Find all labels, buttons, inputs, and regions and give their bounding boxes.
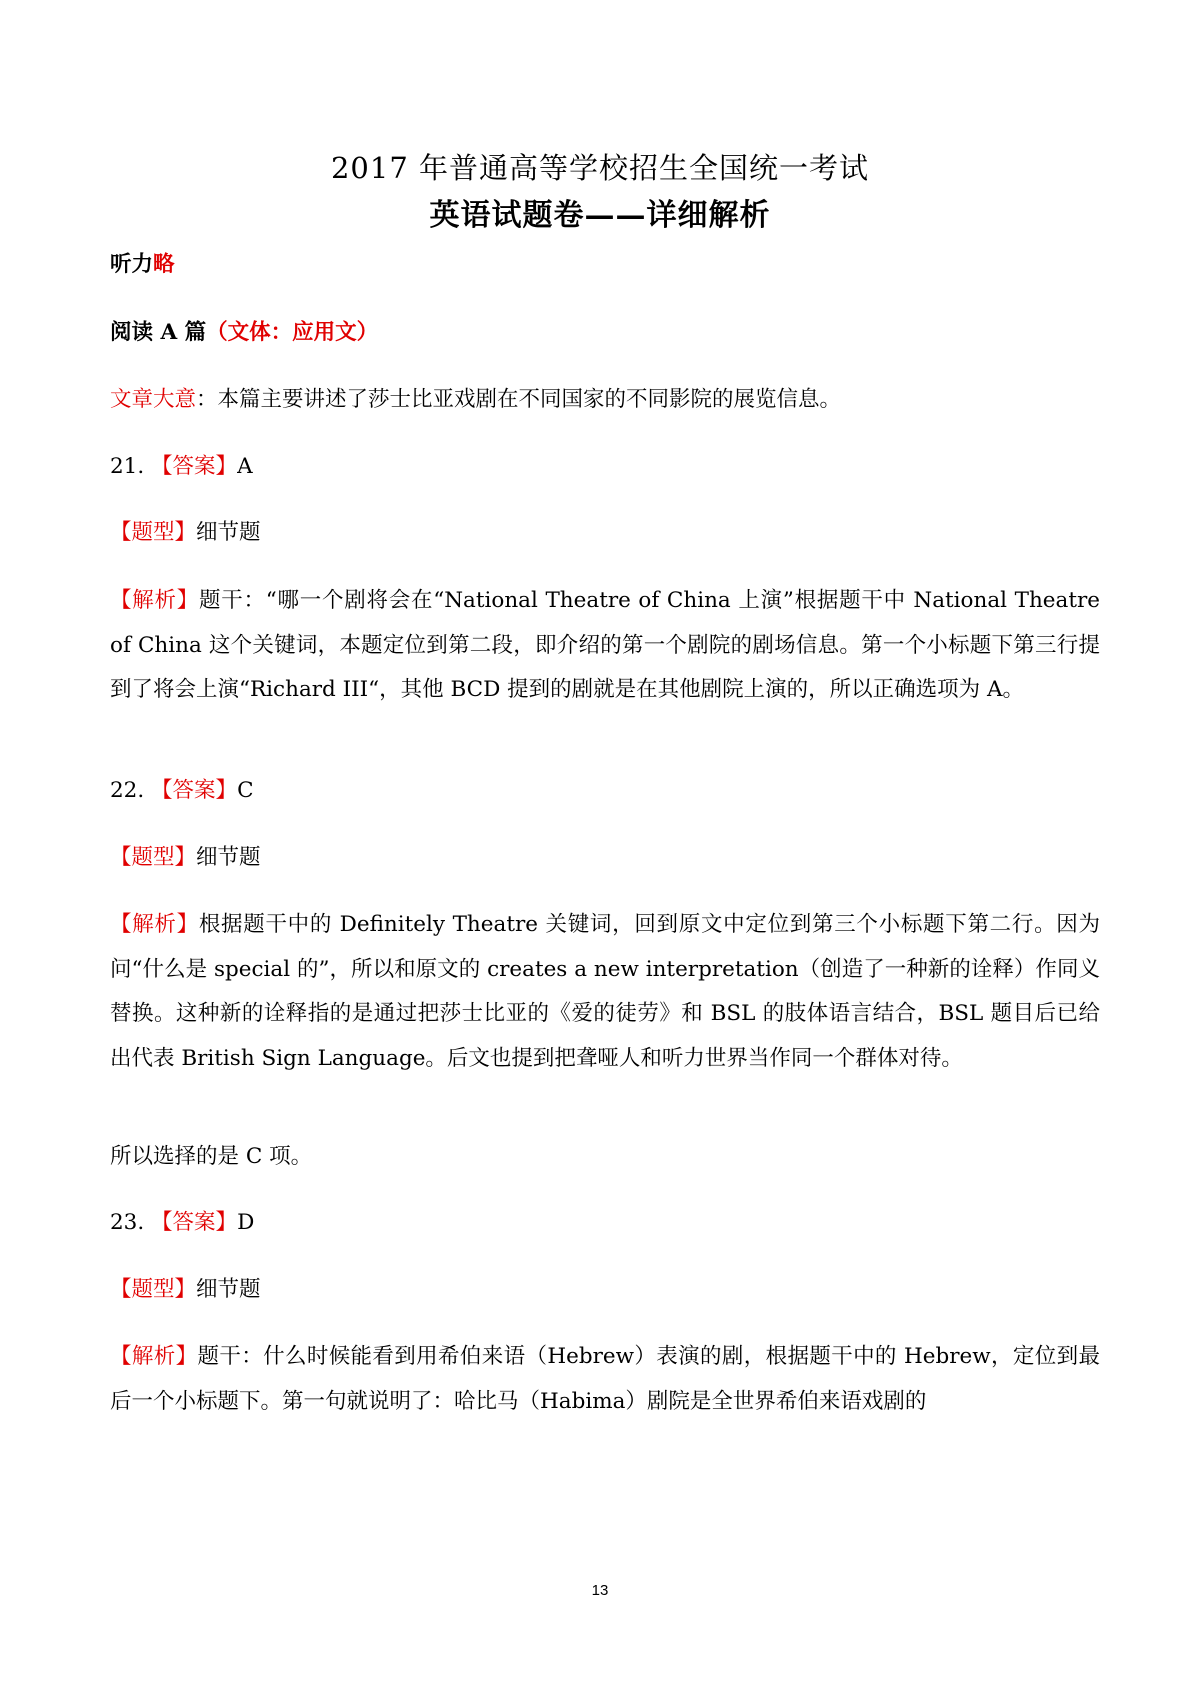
q21-answer: A (237, 454, 253, 479)
reading-a-label: 阅读 A 篇 (110, 320, 207, 345)
q21-number: 21. (110, 454, 145, 479)
q21-type: 细节题 (196, 520, 261, 545)
q22-conclusion: 所以选择的是 C 项。 (110, 1144, 313, 1169)
q22-analysis-tag: 【解析】 (110, 912, 199, 937)
document-subtitle: 英语试题卷——详细解析 (429, 198, 771, 233)
q21-type-line (110, 518, 1100, 548)
q21-analysis-tag: 【解析】 (110, 588, 200, 613)
q22-analysis-text: 根据题干中的 Definitely Theatre 关键词，回到原文中定位到第三个小标题下第二行。因为问“什么是 special 的”，所以和原文的 creates a new interpretation（创造了一种新的诠释）作同义替换。这种新的诠释指的是通过把莎士比亚的《爱的徒劳》和 BSL 的肢体语言结合，BSL 题目后已给出代表 British Sign Language。后文也提到把聋哑人和听力世界当作同一个群体对待。 (110, 912, 1100, 1071)
q23-number: 23. (110, 1210, 145, 1235)
q22-answer-line (110, 776, 1100, 806)
document-title: 2017 年普通高等学校招生全国统一考试 (330, 151, 870, 185)
summary-text: ：本篇主要讲述了莎士比亚戏剧在不同国家的不同影院的展览信息。 (196, 387, 842, 412)
q23-analysis (110, 1335, 1100, 1424)
q21-type-tag: 【题型】 (110, 520, 197, 545)
summary-label: 文章大意 (110, 387, 197, 412)
q23-type-line (110, 1275, 1100, 1305)
q23-answer: D (237, 1210, 255, 1235)
q23-analysis-tag: 【解析】 (110, 1344, 198, 1369)
q22-answer-tag: 【答案】 (151, 778, 238, 803)
q21-analysis-text: 题干：“哪一个剧将会在“National Theatre of China 上演”根据题干中 National Theatre of China 这个关键词，本题定位到第二段，即介绍的第一个剧院的剧场信息。第一个小标题下第三行提到了将会上演“Richard III“，其他 BCD 提到的剧就是在其他剧院上演的，所以正确选项为 A。 (110, 588, 1100, 702)
listening-heading (110, 250, 1100, 280)
q22-number: 22. (110, 778, 145, 803)
page-number: 13 (591, 1582, 609, 1599)
q23-type-tag: 【题型】 (110, 1277, 197, 1302)
q21-answer-line (110, 452, 1100, 482)
q22-type-tag: 【题型】 (110, 845, 197, 870)
q22-type: 细节题 (196, 845, 261, 870)
q23-answer-tag: 【答案】 (151, 1210, 238, 1235)
reading-a-genre: （文体：应用文） (206, 320, 379, 345)
q23-analysis-text: 题干：什么时候能看到用希伯来语（Hebrew）表演的剧，根据题干中的 Hebrew，定位到最后一个小标题下。第一句就说明了：哈比马（Habima）剧院是全世界希伯来语戏剧的 (110, 1344, 1100, 1414)
reading-a-heading (110, 318, 1100, 348)
q22-answer: C (237, 778, 254, 803)
q23-type: 细节题 (196, 1277, 261, 1302)
q21-analysis (110, 579, 1100, 713)
q23-answer-line (110, 1208, 1100, 1238)
q22-analysis (110, 903, 1100, 1081)
listening-label: 听力 (110, 252, 154, 277)
q22-type-line (110, 843, 1100, 873)
listening-note: 略 (153, 252, 175, 277)
q21-answer-tag: 【答案】 (151, 454, 238, 479)
summary-line (110, 385, 1100, 415)
